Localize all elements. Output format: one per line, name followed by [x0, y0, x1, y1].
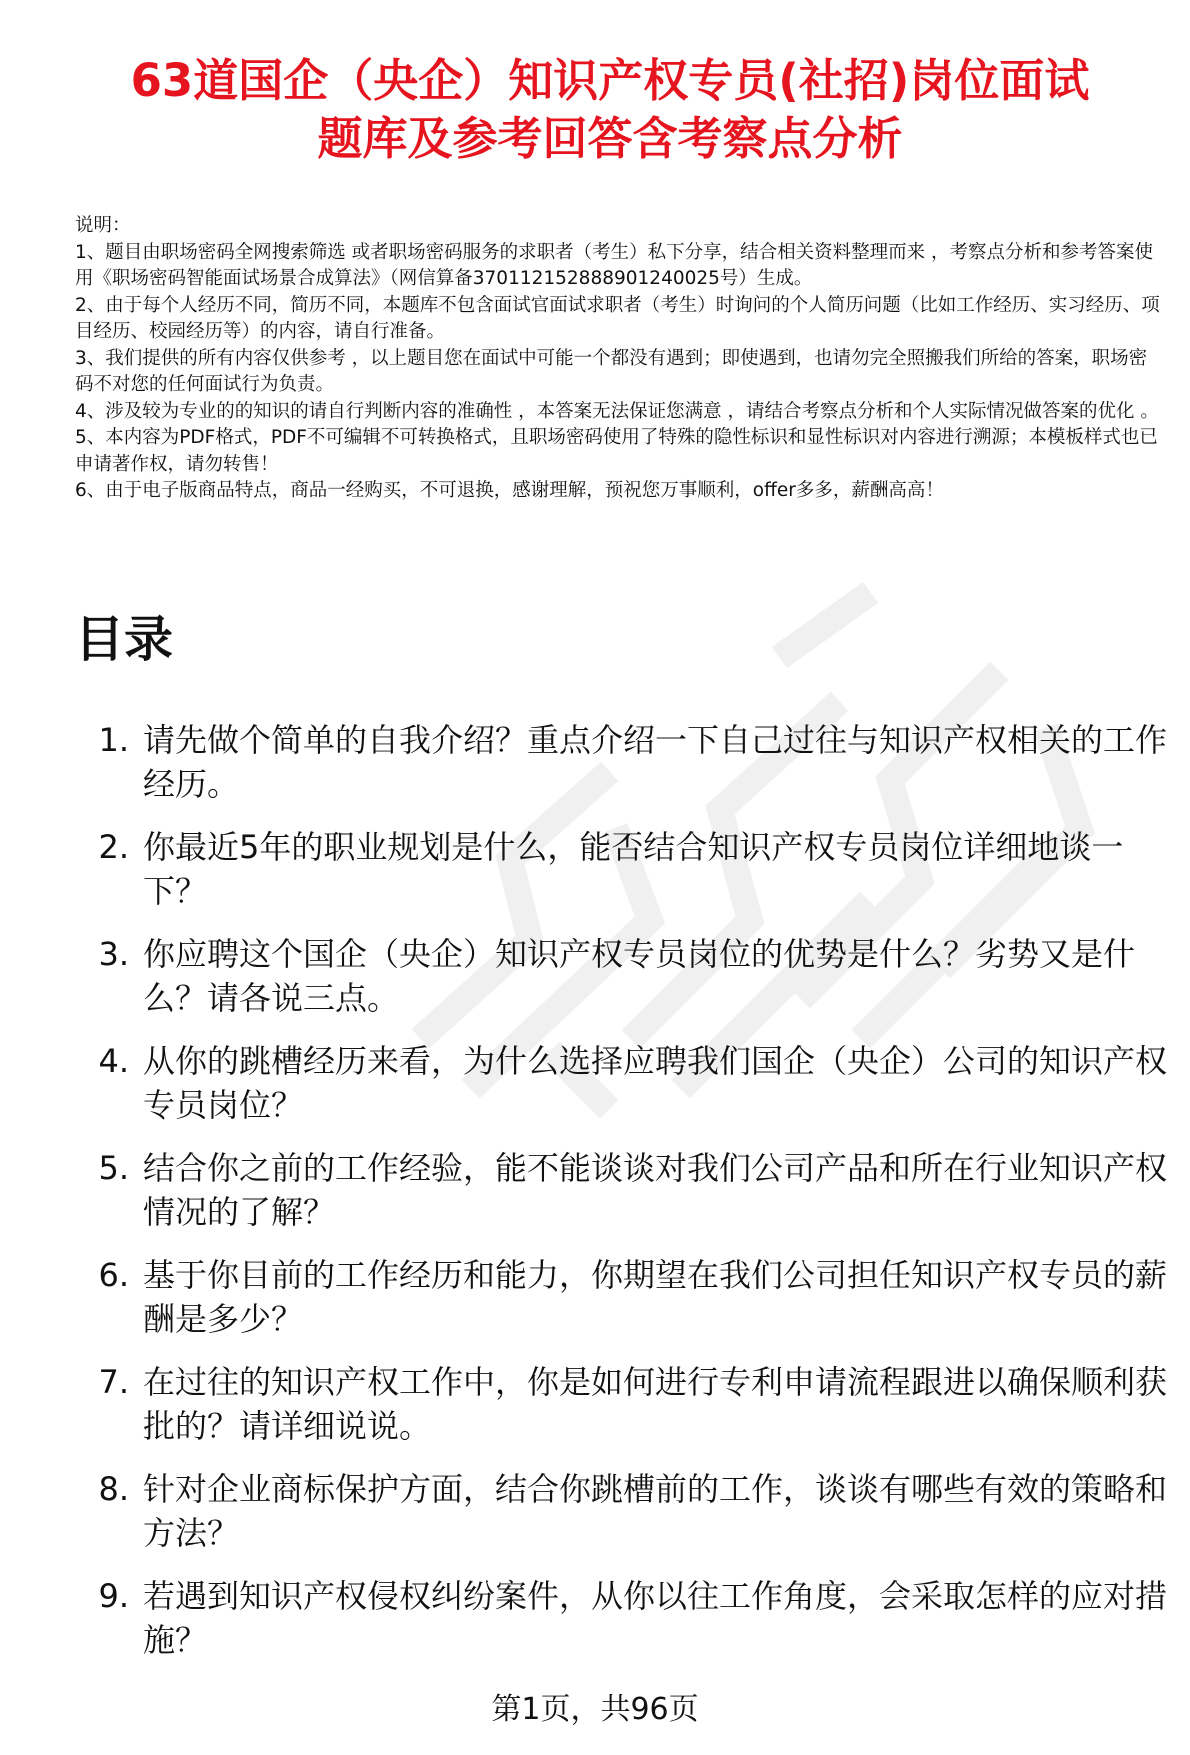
toc-item[interactable]: [75, 1360, 1170, 1448]
note-item: 3、我们提供的所有内容仅供参考 ，以上题目您在面试中可能一个都没有遇到；即使遇到，也请勿完全照搬我们所给的答案，职场密码不对您的任何面试行为负责。: [75, 347, 1148, 395]
toc-item[interactable]: [75, 825, 1170, 913]
note-item: 1、题目由职场密码全网搜索筛选 或者职场密码服务的求职者（考生）私下分享，结合相关资料整理而来 ，考察点分析和参考答案使用《职场密码智能面试场景合成算法》（网信算备370112152888901240025号）生成。: [75, 241, 1154, 289]
toc-item-number: 2.: [98, 828, 129, 866]
toc-heading: 目录: [75, 611, 174, 668]
toc-item-number: 8.: [98, 1470, 129, 1508]
toc-list: [75, 718, 1170, 1681]
toc-item-text[interactable]: 从你的跳槽经历来看，为什么选择应聘我们国企（央企）公司的知识产权专员岗位？: [143, 1042, 1168, 1124]
toc-item[interactable]: [75, 1146, 1170, 1234]
toc-item-text[interactable]: 若遇到知识产权侵权纠纷案件，从你以往工作角度，会采取怎样的应对措施？: [143, 1577, 1168, 1659]
note-item: 2、由于每个人经历不同，简历不同，本题库不包含面试官面试求职者（考生）时询问的个人简历问题（比如工作经历、实习经历、项目经历、校园经历等）的内容，请自行准备。: [75, 294, 1160, 342]
note-item: 5、本内容为PDF格式，PDF不可编辑不可转换格式，且职场密码使用了特殊的隐性标识和显性标识对内容进行溯源；本模板样式也已申请著作权，请勿转售！: [75, 427, 1158, 475]
toc-item[interactable]: [75, 1574, 1170, 1662]
toc-item-number: 4.: [98, 1042, 129, 1080]
toc-item-text[interactable]: 针对企业商标保护方面，结合你跳槽前的工作，谈谈有哪些有效的策略和方法？: [143, 1470, 1168, 1552]
title-line-1: 63道国企（央企）知识产权专员(社招)岗位面试: [130, 54, 1090, 107]
toc-item[interactable]: [75, 1039, 1170, 1127]
toc-item[interactable]: [75, 718, 1170, 806]
note-item: 6、由于电子版商品特点，商品一经购买，不可退换，感谢理解，预祝您万事顺利，offer多多，薪酬高高！: [75, 480, 944, 501]
toc-item-number: 7.: [98, 1363, 129, 1401]
toc-item-text[interactable]: 你应聘这个国企（央企）知识产权专员岗位的优势是什么？劣势又是什么？请各说三点。: [143, 935, 1136, 1017]
toc-item-text[interactable]: 请先做个简单的自我介绍？重点介绍一下自己过往与知识产权相关的工作经历。: [143, 721, 1168, 803]
toc-item-text[interactable]: 基于你目前的工作经历和能力，你期望在我们公司担任知识产权专员的薪酬是多少？: [143, 1256, 1168, 1338]
document-title: [60, 52, 1160, 168]
notes-heading: 说明：: [75, 215, 131, 236]
toc-item[interactable]: [75, 932, 1170, 1020]
toc-item-number: 9.: [98, 1577, 129, 1615]
notes-section: [75, 213, 1165, 505]
toc-item-number: 5.: [98, 1149, 129, 1187]
note-item: 4、涉及较为专业的的知识的请自行判断内容的准确性 ，本答案无法保证您满意 ，请结合考察点分析和个人实际情况做答案的优化 。: [75, 400, 1159, 422]
toc-item-text[interactable]: 结合你之前的工作经验，能不能谈谈对我们公司产品和所在行业知识产权情况的了解？: [143, 1149, 1168, 1231]
toc-item-text[interactable]: 你最近5年的职业规划是什么，能否结合知识产权专员岗位详细地谈一下？: [143, 828, 1124, 910]
toc-item-number: 1.: [98, 721, 129, 759]
toc-item-text[interactable]: 在过往的知识产权工作中，你是如何进行专利申请流程跟进以确保顺利获批的？请详细说说。: [143, 1363, 1168, 1445]
toc-item[interactable]: [75, 1253, 1170, 1341]
toc-item-number: 6.: [98, 1256, 129, 1294]
toc-item-number: 3.: [98, 935, 129, 973]
title-line-2: 题库及参考回答含考察点分析: [317, 112, 903, 165]
page-number: 第1页，共96页: [491, 1692, 699, 1727]
toc-item[interactable]: [75, 1467, 1170, 1555]
